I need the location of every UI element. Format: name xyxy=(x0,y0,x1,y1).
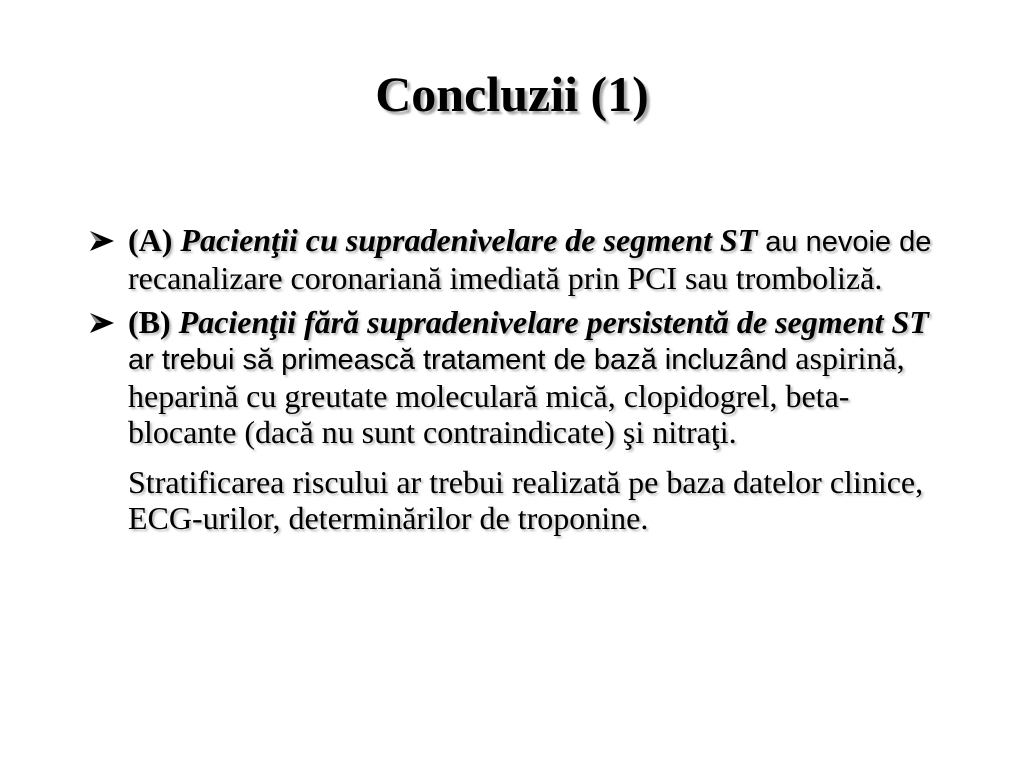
bullet-item-b xyxy=(88,304,938,450)
bullet-b-text-serif: aspirină, heparină cu greutate moleculară mică, clopidogrel, beta-blocante (dacă nu sunt contraindicate) şi nitraţi. xyxy=(128,340,905,450)
bullet-b-emphasis: Pacienţii fără supradenivelare persistentă de segment ST xyxy=(178,304,929,340)
arrow-bullet-icon xyxy=(88,229,116,253)
bullet-b-text-sans: ar trebui să primească tratament de bază incluzând xyxy=(128,344,788,376)
bullet-a-text-serif: recanalizare coronariană imediată prin PCI sau tromboliză. xyxy=(128,260,883,296)
bullet-item-a xyxy=(88,222,938,296)
bullet-a-label: (A) xyxy=(128,222,173,258)
arrow-bullet-icon xyxy=(88,311,116,335)
slide-title: Concluzii (1) xyxy=(375,66,649,122)
bullet-a-text-sans: au nevoie de xyxy=(765,226,932,258)
bullet-b-label: (B) xyxy=(128,304,171,340)
bullet-a-emphasis: Pacienţii cu supradenivelare de segment ST xyxy=(180,222,758,258)
bullet-list xyxy=(88,222,938,536)
risk-paragraph: Stratificarea riscului ar trebui realizată pe baza datelor clinice, ECG-urilor, determinărilor de troponine. xyxy=(128,464,924,536)
